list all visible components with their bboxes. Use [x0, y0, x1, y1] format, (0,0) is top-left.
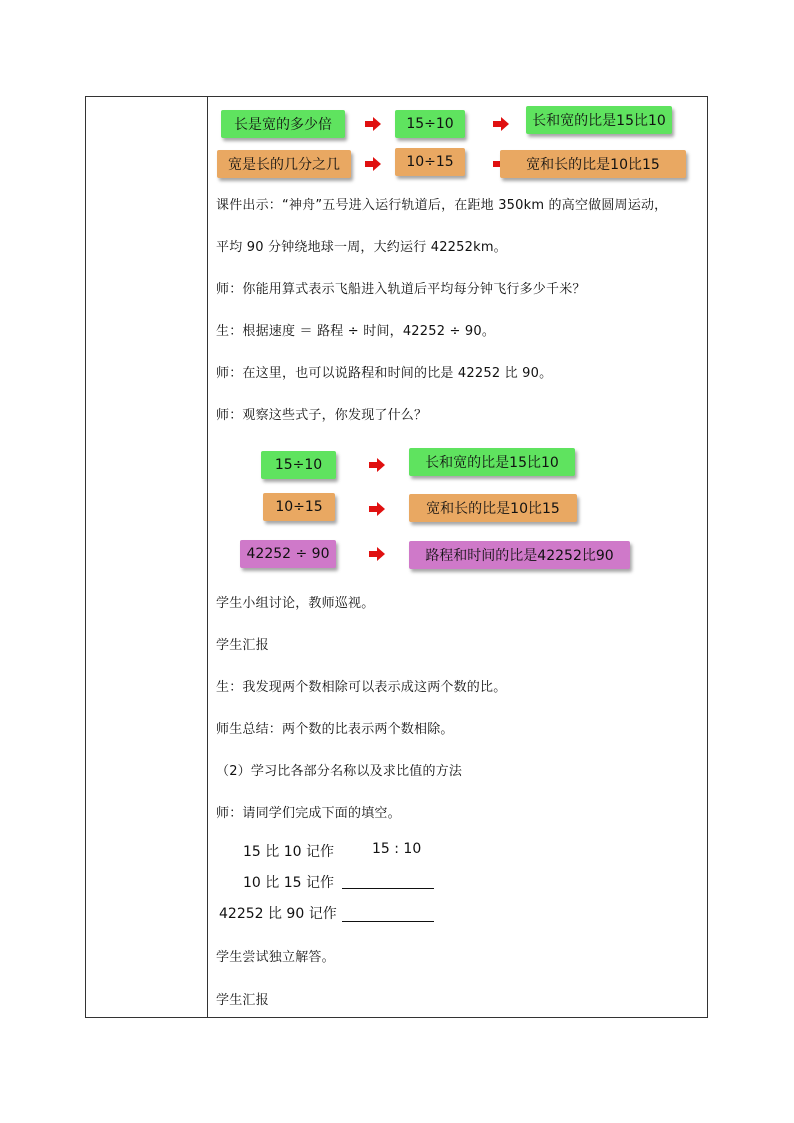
expression-box-10div15: 10÷15	[263, 493, 335, 521]
expression-box-15div10: 15÷10	[261, 451, 336, 479]
expression-box-42252div90: 42252 ÷ 90	[240, 540, 336, 568]
fill-in-label-3: 42252 比 90 记作	[219, 906, 337, 922]
fill-in-answer-1: 15 : 10	[372, 841, 422, 857]
student-answer: 生：根据速度 ＝ 路程 ÷ 时间，42252 ÷ 90。	[216, 324, 496, 339]
summary-line: 师生总结：两个数的比表示两个数相除。	[216, 722, 454, 737]
ratio-box-10to15: 宽和长的比是10比15	[409, 494, 577, 522]
right-arrow-icon	[369, 458, 385, 472]
teacher-instruction: 师：请同学们完成下面的填空。	[216, 806, 401, 821]
fill-in-blank-2[interactable]	[342, 888, 434, 889]
teacher-statement: 师：在这里，也可以说路程和时间的比是 42252 比 90。	[216, 366, 553, 381]
right-arrow-icon	[369, 547, 385, 561]
group-discussion-line: 学生小组讨论，教师巡视。	[216, 596, 375, 611]
right-arrow-icon	[369, 502, 385, 516]
expression-box-15div10: 15÷10	[395, 110, 465, 138]
student-finding-line: 生：我发现两个数相除可以表示成这两个数的比。	[216, 680, 507, 695]
courseware-line-2: 平均 90 分钟绕地球一周，大约运行 42252km。	[216, 240, 507, 255]
right-arrow-icon	[365, 117, 381, 131]
fill-in-label-1: 15 比 10 记作	[243, 844, 334, 860]
student-report-line: 学生汇报	[216, 638, 269, 653]
question-box-length-multiple: 长是宽的多少倍	[221, 110, 345, 138]
fill-in-label-2: 10 比 15 记作	[243, 875, 334, 891]
courseware-line: 课件出示：“神舟”五号进入运行轨道后，在距地 350km 的高空做圆周运动，	[216, 198, 668, 213]
ratio-box-42252to90: 路程和时间的比是42252比90	[409, 541, 630, 569]
right-arrow-icon	[493, 117, 509, 131]
student-attempt-line: 学生尝试独立解答。	[216, 950, 335, 965]
teacher-question: 师：你能用算式表示飞船进入轨道后平均每分钟飞行多少千米？	[216, 282, 586, 297]
question-box-width-fraction: 宽是长的几分之几	[217, 150, 351, 178]
right-arrow-icon	[365, 157, 381, 171]
ratio-box-10to15: 宽和长的比是10比15	[500, 150, 686, 178]
student-report-line-2: 学生汇报	[216, 993, 269, 1008]
ratio-box-15to10: 长和宽的比是15比10	[526, 106, 672, 134]
teacher-observe-question: 师：观察这些式子，你发现了什么？	[216, 408, 428, 423]
column-divider	[207, 97, 208, 1017]
ratio-box-15to10: 长和宽的比是15比10	[409, 448, 575, 476]
fill-in-blank-3[interactable]	[342, 921, 434, 922]
expression-box-10div15: 10÷15	[395, 148, 465, 176]
section-heading: （2）学习比各部分名称以及求比值的方法	[216, 764, 463, 779]
